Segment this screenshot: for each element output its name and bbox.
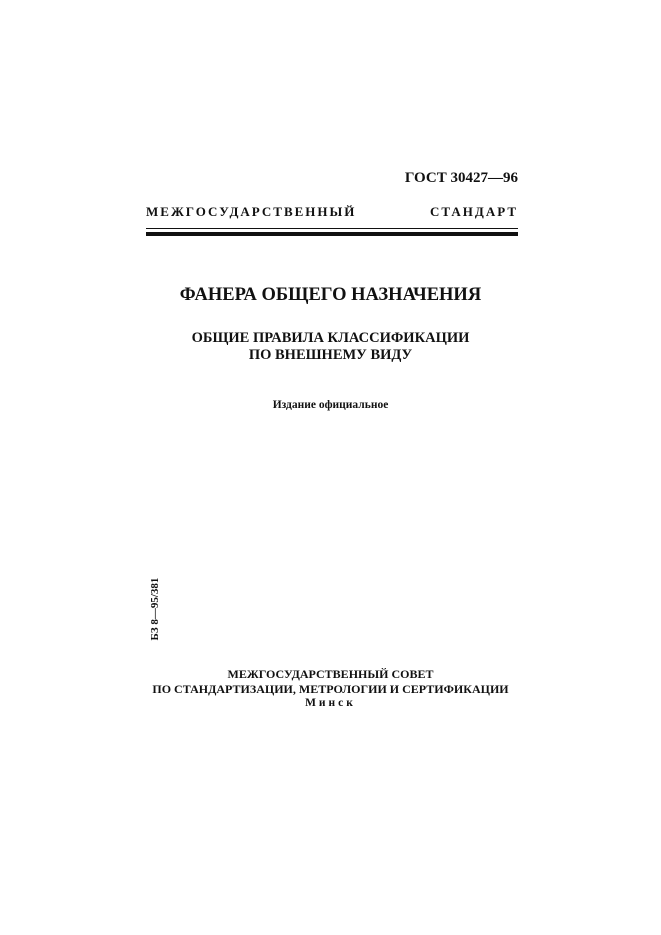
edition-label: Издание официальное <box>272 399 389 411</box>
publisher-line-1: МЕЖГОСУДАРСТВЕННЫЙ СОВЕТ <box>227 667 434 681</box>
document-title: ФАНЕРА ОБЩЕГО НАЗНАЧЕНИЯ <box>179 285 482 305</box>
standard-type-heading: МЕЖГОСУДАРСТВЕННЫЙ СТАНДАРТ <box>146 204 518 219</box>
document-subtitle-line-2: ПО ВНЕШНЕМУ ВИДУ <box>248 347 413 363</box>
header-rule-thin <box>146 228 518 229</box>
publication-code: БЗ 8—95/381 <box>149 577 161 641</box>
document-subtitle-line-1: ОБЩИЕ ПРАВИЛА КЛАССИФИКАЦИИ <box>191 330 470 346</box>
header-rule-thick <box>146 232 518 236</box>
publisher-line-2: ПО СТАНДАРТИЗАЦИИ, МЕТРОЛОГИИ И СЕРТИФИКАЦИИ <box>152 682 509 696</box>
publisher-city: Минск <box>305 697 356 709</box>
standard-number: ГОСТ 30427—96 <box>404 170 518 186</box>
